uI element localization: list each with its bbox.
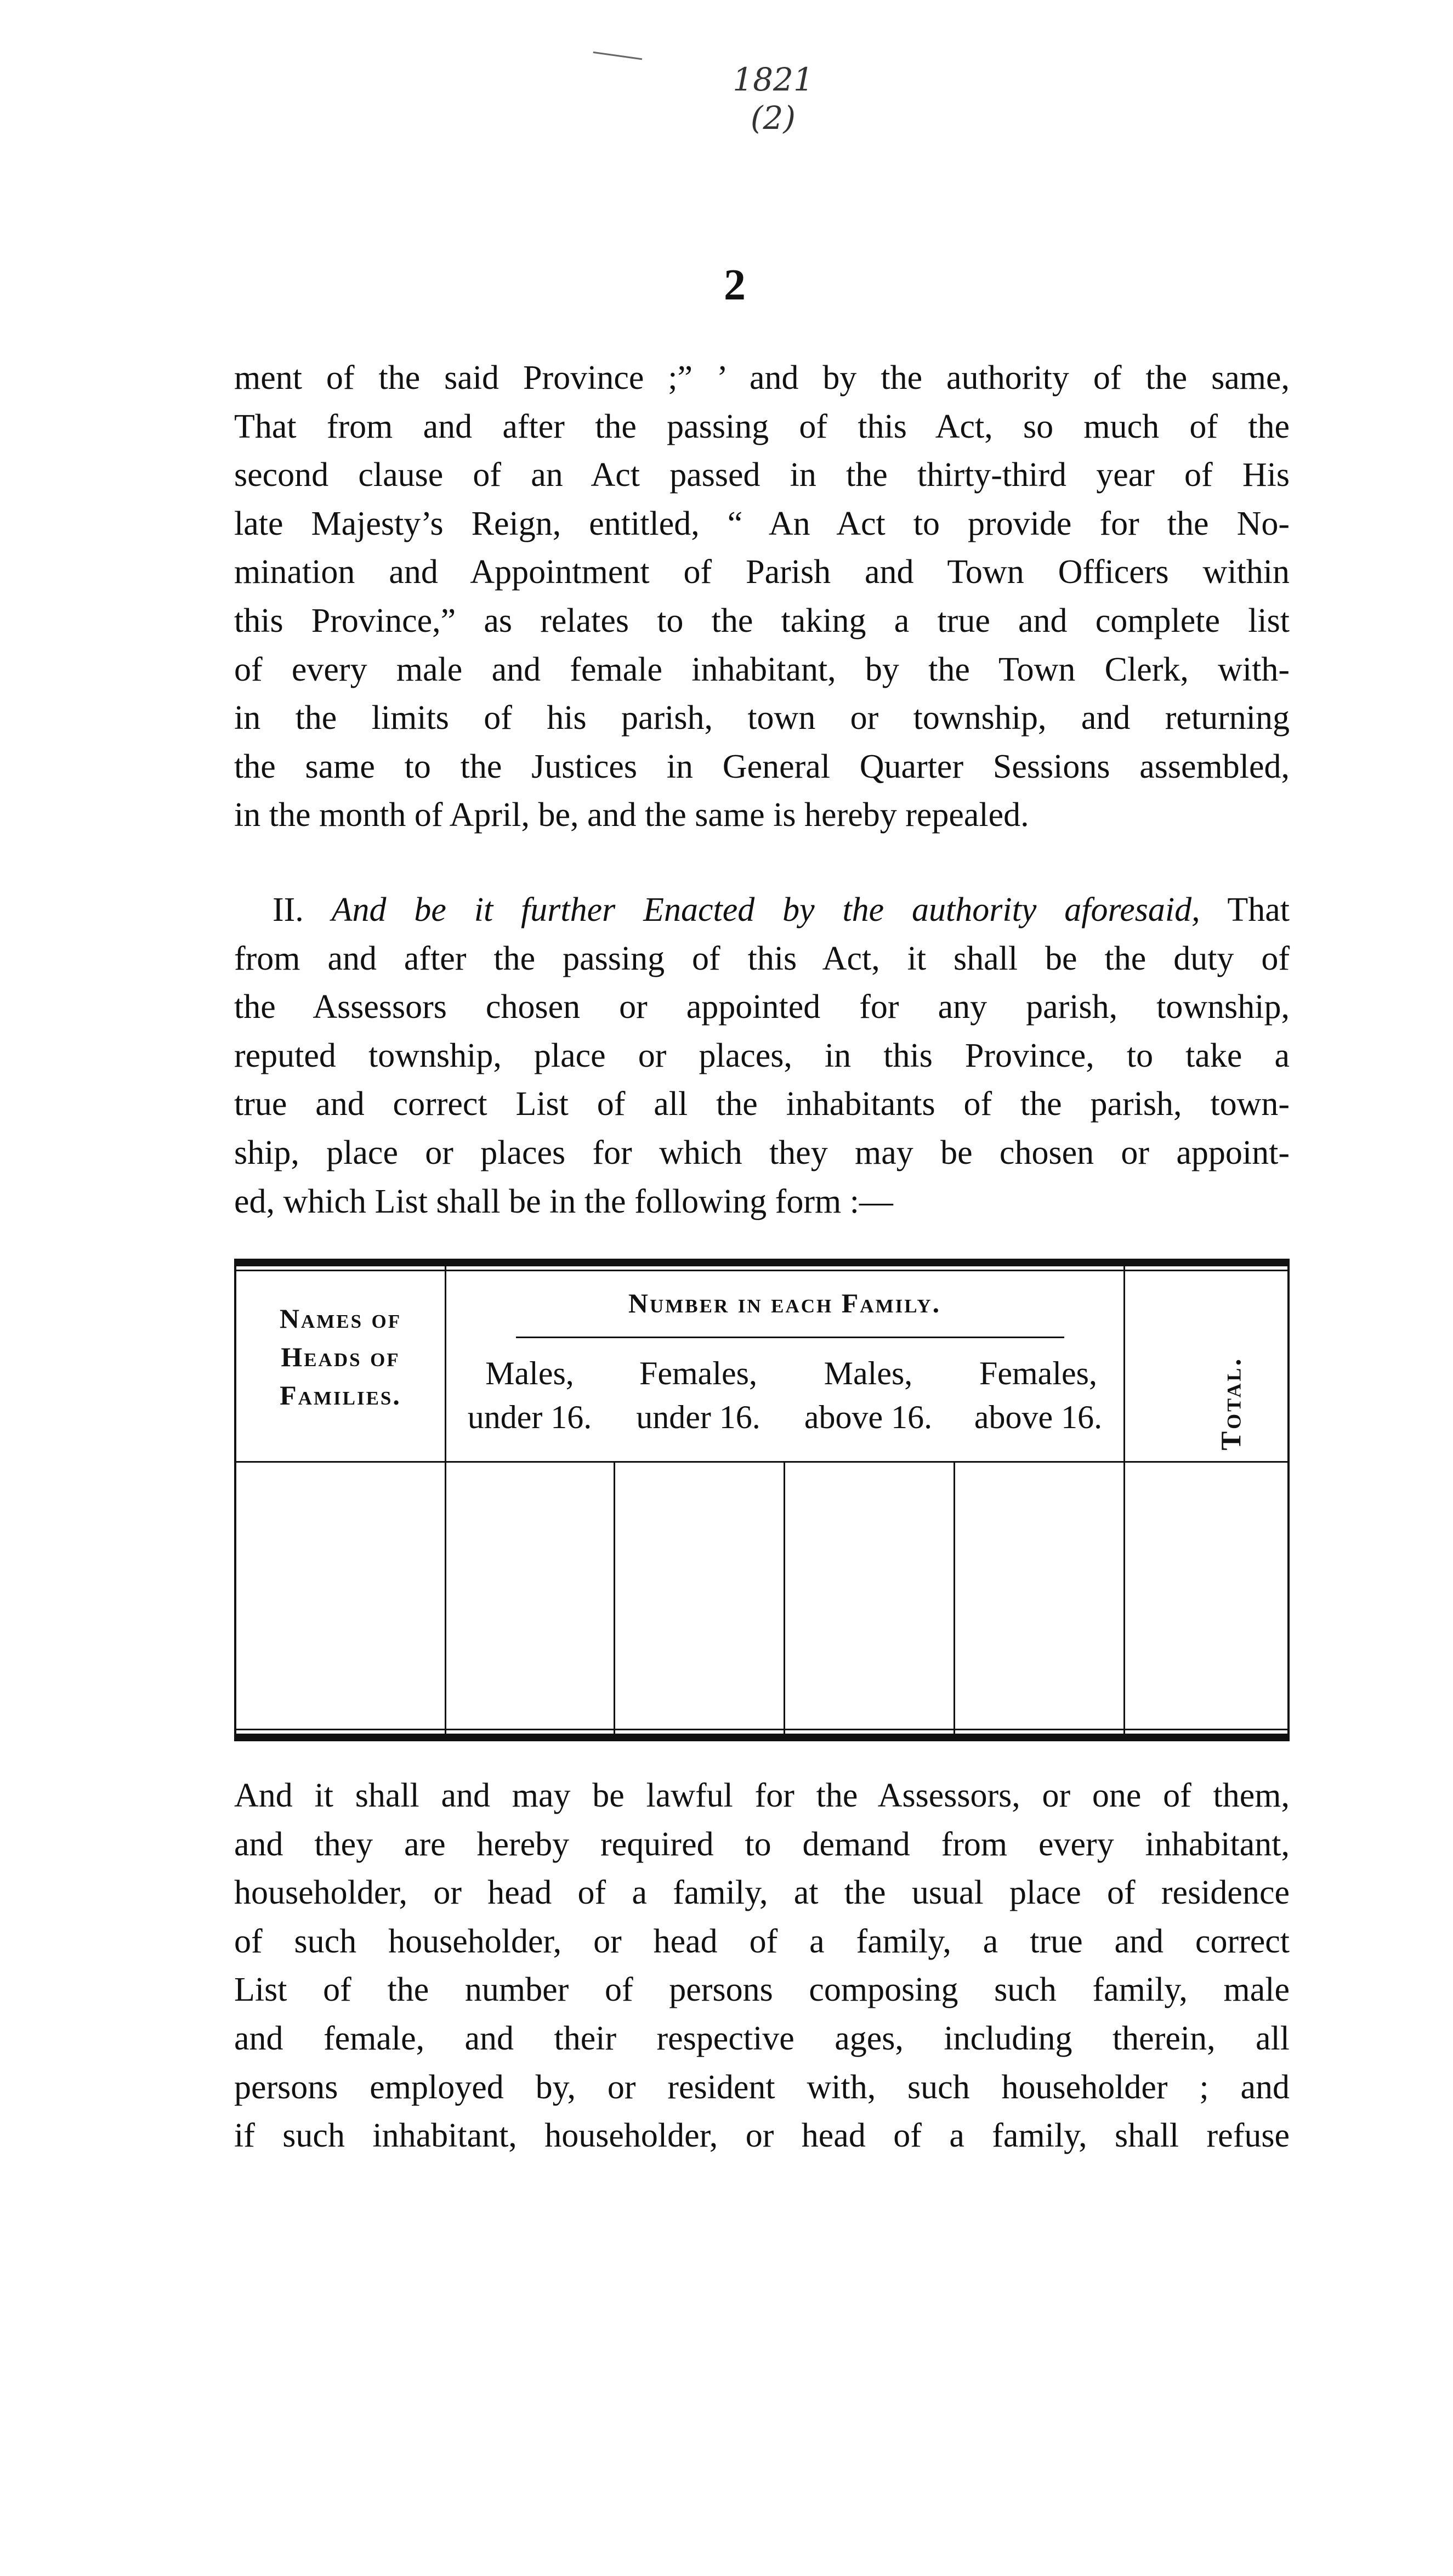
- text-line: the Assessors chosen or appointed for any parish, township,: [234, 988, 1290, 1026]
- text-line: if such inhabitant, householder, or head of a family, shall refuse: [234, 2117, 1290, 2155]
- text-line: true and correct List of all the inhabitants of the parish, town-: [234, 1085, 1290, 1123]
- column-divider: [1123, 1266, 1125, 1734]
- header-line: Males,: [824, 1355, 913, 1391]
- text-line: That from and after the passing of this Act, so much of the: [234, 407, 1290, 445]
- handwritten-note-line: 1821: [733, 61, 814, 98]
- paragraph-section-two: [234, 886, 1290, 1226]
- text-fragment: That: [1227, 891, 1290, 929]
- page-number: 2: [724, 261, 746, 309]
- header-line: Names of: [279, 1303, 402, 1334]
- handwritten-note-line: (2): [750, 99, 796, 137]
- section-number: II.: [273, 891, 304, 929]
- text-line: of every male and female inhabitant, by the Town Clerk, with-: [234, 650, 1290, 688]
- text-line: ed, which List shall be in the following form :—: [234, 1182, 893, 1220]
- text-line: from and after the passing of this Act, it shall be the duty of: [234, 939, 1290, 977]
- header-line: Heads of: [281, 1341, 400, 1372]
- text-line: reputed township, place or places, in this Province, to take a: [234, 1037, 1290, 1074]
- header-line: Families.: [280, 1380, 401, 1411]
- text-line: And it shall and may be lawful for the Assessors, or one of them,: [234, 1777, 1290, 1814]
- column-header-females-under-16: [615, 1351, 782, 1439]
- text-line: second clause of an Act passed in the thirty-third year of His: [234, 456, 1290, 494]
- text-line: mination and Appointment of Parish and Town Officers within: [234, 553, 1290, 591]
- paragraph-repeal-clause: [234, 354, 1290, 840]
- column-divider: [784, 1461, 785, 1734]
- text-line: this Province,” as relates to the taking a true and complete list: [234, 602, 1290, 639]
- group-header-rule: [516, 1337, 1064, 1338]
- header-line: Females,: [979, 1355, 1097, 1391]
- header-line: above 16.: [804, 1399, 933, 1435]
- text-line: and female, and their respective ages, including therein, all: [234, 2019, 1290, 2057]
- text-line: in the limits of his parish, town or township, and returning: [234, 699, 1290, 737]
- header-divider: [236, 1461, 1287, 1463]
- column-header-females-above-16: [955, 1351, 1122, 1439]
- column-header-males-under-16: [447, 1351, 612, 1439]
- text-line: the same to the Justices in General Quarter Sessions assembled,: [234, 748, 1290, 785]
- number-in-family-header: Number in each Family.: [628, 1288, 941, 1318]
- total-header: [1177, 1332, 1286, 1475]
- text-line: persons employed by, or resident with, such householder ; and: [234, 2068, 1290, 2106]
- enacting-clause: And be it further Enacted by the authority aforesaid,: [331, 891, 1200, 929]
- column-divider: [953, 1461, 955, 1734]
- names-of-heads-header: [236, 1299, 445, 1414]
- handwritten-note: [713, 60, 833, 137]
- header-line: Males,: [485, 1355, 574, 1391]
- header-line: above 16.: [974, 1399, 1103, 1435]
- census-form-table: [234, 1259, 1290, 1741]
- text-line: ment of the said Province ;” ’ and by the authority of the same,: [234, 359, 1290, 397]
- header-line: under 16.: [636, 1399, 760, 1435]
- table-rule: [236, 1270, 1287, 1271]
- text-line: ship, place or places for which they may be chosen or appoint-: [234, 1134, 1290, 1171]
- text-line: in the month of April, be, and the same is hereby repealed.: [234, 796, 1029, 834]
- header-line: under 16.: [467, 1399, 592, 1435]
- column-header-males-above-16: [785, 1351, 952, 1439]
- text-line: householder, or head of a family, at the usual place of residence: [234, 1874, 1290, 1912]
- text-line: List of the number of persons composing such family, male: [234, 1971, 1290, 2009]
- text-line: and they are hereby required to demand from every inhabitant,: [234, 1825, 1290, 1863]
- table-rule: [236, 1729, 1287, 1730]
- total-header-text: Total.: [1216, 1356, 1247, 1451]
- pencil-mark: [592, 52, 642, 71]
- header-line: Females,: [639, 1355, 757, 1391]
- text-line: [234, 886, 1290, 935]
- text-line: of such householder, or head of a family, a true and correct: [234, 1922, 1290, 1960]
- column-divider: [614, 1461, 615, 1734]
- column-divider: [445, 1266, 446, 1734]
- text-line: late Majesty’s Reign, entitled, “ An Act to provide for the No-: [234, 505, 1290, 542]
- paragraph-assessors-duty: [234, 1771, 1290, 2160]
